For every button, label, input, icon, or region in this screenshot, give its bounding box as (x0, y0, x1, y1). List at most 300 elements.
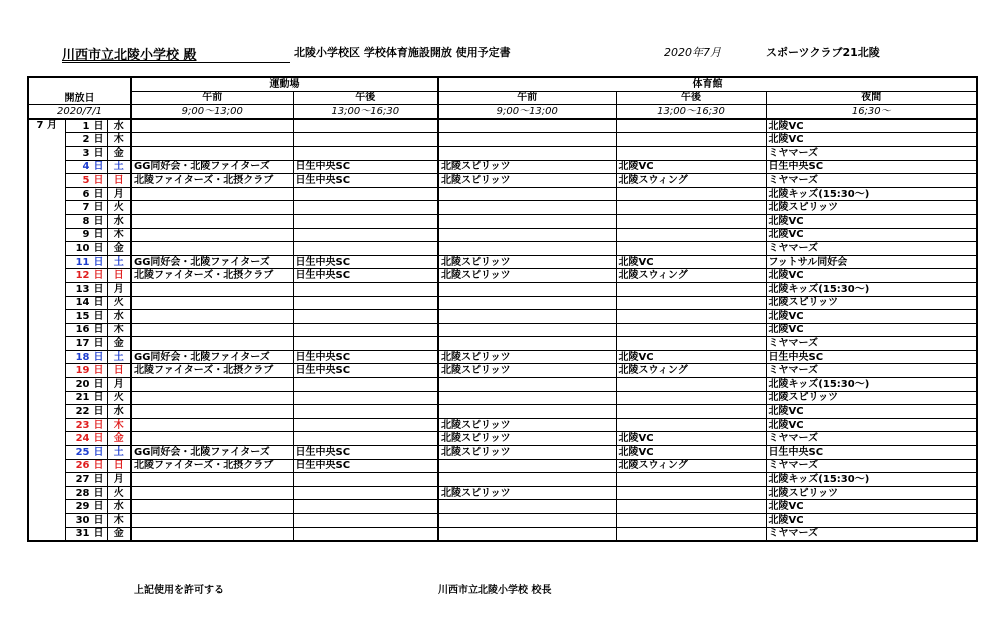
ground-pm-cell (293, 473, 438, 487)
day-cell (65, 446, 107, 460)
day-number: 31 (75, 528, 90, 540)
document-title: 北陵小学校区 学校体育施設開放 使用予定書 (294, 46, 511, 59)
month-cell: 7 月 (28, 119, 65, 541)
weekday-cell: 木 (107, 133, 131, 147)
day-suffix: 日 (93, 229, 104, 241)
ground-am-cell: GG同好会・北陵ファイターズ (131, 255, 293, 269)
ground-am-cell (131, 527, 293, 541)
day-cell (65, 296, 107, 310)
ground-am-cell (131, 337, 293, 351)
ground-pm-cell: 日生中央SC (293, 269, 438, 283)
ground-am-cell (131, 146, 293, 160)
day-suffix: 日 (93, 120, 104, 132)
gym-night-cell: 日生中央SC (766, 446, 977, 460)
ground-pm-cell (293, 242, 438, 256)
table-row (28, 514, 977, 528)
gym-am-cell (438, 405, 616, 419)
weekday-cell: 火 (107, 391, 131, 405)
day-cell (65, 391, 107, 405)
weekday-cell: 金 (107, 527, 131, 541)
ground-am-cell: 北陵ファイターズ・北摂クラブ (131, 269, 293, 283)
weekday-cell: 水 (107, 500, 131, 514)
ground-pm-cell (293, 310, 438, 324)
table-row (28, 296, 977, 310)
gym-pm-cell (616, 500, 766, 514)
ground-am-cell (131, 418, 293, 432)
day-cell (65, 310, 107, 324)
day-number: 2 (82, 134, 90, 146)
day-number: 24 (75, 433, 90, 445)
gym-night-cell: ミヤマーズ (766, 337, 977, 351)
weekday-cell: 土 (107, 255, 131, 269)
table-row (28, 174, 977, 188)
day-cell (65, 405, 107, 419)
gym-am-cell (438, 146, 616, 160)
weekday-cell: 火 (107, 201, 131, 215)
gym-night-time: 16;30～ (766, 105, 977, 119)
gym-pm-cell (616, 405, 766, 419)
table-row (28, 391, 977, 405)
ground-am-cell (131, 242, 293, 256)
day-number: 1 (82, 120, 90, 132)
ground-pm-cell (293, 405, 438, 419)
weekday-cell: 水 (107, 405, 131, 419)
day-cell (65, 418, 107, 432)
day-suffix: 日 (93, 406, 104, 418)
day-number: 28 (75, 487, 90, 499)
day-cell (65, 242, 107, 256)
day-cell (65, 269, 107, 283)
day-cell (65, 187, 107, 201)
gym-am-cell: 北陵スピリッツ (438, 350, 616, 364)
day-cell (65, 201, 107, 215)
weekday-cell: 火 (107, 486, 131, 500)
gym-am-cell (438, 459, 616, 473)
day-number: 23 (75, 419, 90, 431)
table-row (28, 459, 977, 473)
ground-am-cell (131, 514, 293, 528)
gym-am-cell (438, 310, 616, 324)
day-suffix: 日 (93, 365, 104, 377)
day-cell (65, 337, 107, 351)
gym-pm-cell: 北陵VC (616, 446, 766, 460)
gym-night-cell: 北陵VC (766, 418, 977, 432)
ground-pm-cell (293, 119, 438, 133)
gym-night-cell: 北陵VC (766, 228, 977, 242)
gym-pm-cell: 北陵スウィング (616, 459, 766, 473)
ground-pm-time: 13;00～16;30 (293, 105, 438, 119)
table-row (28, 214, 977, 228)
weekday-cell: 土 (107, 350, 131, 364)
weekday-cell: 日 (107, 269, 131, 283)
table-row (28, 255, 977, 269)
ground-am-cell (131, 310, 293, 324)
header-row-time (28, 105, 977, 119)
ground-am-cell (131, 296, 293, 310)
ground-pm-cell: 日生中央SC (293, 350, 438, 364)
day-cell (65, 228, 107, 242)
ground-am-cell (131, 228, 293, 242)
day-number: 13 (75, 283, 90, 295)
ground-am-cell (131, 214, 293, 228)
day-number: 25 (75, 446, 90, 458)
day-cell (65, 160, 107, 174)
table-row (28, 310, 977, 324)
ground-pm-cell (293, 296, 438, 310)
day-suffix: 日 (93, 147, 104, 159)
gym-am-cell: 北陵スピリッツ (438, 486, 616, 500)
table-row (28, 282, 977, 296)
table-row (28, 323, 977, 337)
gym-am-cell (438, 514, 616, 528)
day-cell (65, 214, 107, 228)
day-number: 19 (75, 365, 90, 377)
ground-pm-cell (293, 486, 438, 500)
ground-pm-cell: 日生中央SC (293, 160, 438, 174)
ground-am-cell (131, 282, 293, 296)
ground-am-cell (131, 391, 293, 405)
gym-night-cell: フットサル同好会 (766, 255, 977, 269)
table-row (28, 378, 977, 392)
gym-night-cell: 北陵VC (766, 514, 977, 528)
table-row (28, 405, 977, 419)
gym-am-cell (438, 133, 616, 147)
gym-pm-cell (616, 514, 766, 528)
weekday-cell: 月 (107, 473, 131, 487)
table-row (28, 364, 977, 378)
day-cell (65, 255, 107, 269)
day-number: 4 (82, 161, 90, 173)
day-number: 3 (82, 147, 90, 159)
table-row (28, 228, 977, 242)
day-suffix: 日 (93, 446, 104, 458)
ground-pm-cell (293, 214, 438, 228)
weekday-cell: 日 (107, 174, 131, 188)
gym-pm-label: 午後 (616, 91, 766, 105)
gym-night-cell: ミヤマーズ (766, 174, 977, 188)
gym-pm-cell (616, 201, 766, 215)
gym-am-cell: 北陵スピリッツ (438, 432, 616, 446)
gym-night-cell: ミヤマーズ (766, 432, 977, 446)
gym-pm-cell (616, 486, 766, 500)
ground-label: 運動場 (131, 77, 438, 91)
weekday-cell: 月 (107, 187, 131, 201)
weekday-cell: 水 (107, 214, 131, 228)
gym-am-cell (438, 473, 616, 487)
gym-night-cell: 北陵キッズ(15:30～) (766, 378, 977, 392)
table-row (28, 527, 977, 541)
day-suffix: 日 (93, 474, 104, 486)
gym-night-cell: 北陵スピリッツ (766, 391, 977, 405)
day-cell (65, 119, 107, 133)
day-number: 29 (75, 501, 90, 513)
period: 2020年7月 (664, 46, 721, 59)
weekday-cell: 金 (107, 146, 131, 160)
gym-night-cell: 北陵VC (766, 405, 977, 419)
day-cell (65, 500, 107, 514)
table-row (28, 432, 977, 446)
table-row (28, 418, 977, 432)
day-number: 8 (82, 215, 90, 227)
ground-pm-cell (293, 337, 438, 351)
gym-pm-cell (616, 527, 766, 541)
gym-pm-cell (616, 119, 766, 133)
table-row (28, 446, 977, 460)
table-row (28, 133, 977, 147)
ground-am-cell (131, 473, 293, 487)
gym-pm-cell (616, 282, 766, 296)
ground-pm-cell: 日生中央SC (293, 459, 438, 473)
day-number: 12 (75, 270, 90, 282)
day-cell (65, 350, 107, 364)
ground-am-cell (131, 432, 293, 446)
gym-am-label: 午前 (438, 91, 616, 105)
gym-night-cell: ミヤマーズ (766, 459, 977, 473)
day-suffix: 日 (93, 338, 104, 350)
weekday-cell: 月 (107, 378, 131, 392)
weekday-cell: 土 (107, 160, 131, 174)
day-suffix: 日 (93, 242, 104, 254)
gym-pm-cell (616, 296, 766, 310)
gym-am-cell: 北陵スピリッツ (438, 364, 616, 378)
weekday-cell: 月 (107, 282, 131, 296)
gym-am-cell (438, 378, 616, 392)
gym-pm-cell (616, 391, 766, 405)
gym-night-cell: 日生中央SC (766, 160, 977, 174)
ground-am-cell: 北陵ファイターズ・北摂クラブ (131, 364, 293, 378)
ground-pm-cell: 日生中央SC (293, 174, 438, 188)
day-number: 21 (75, 392, 90, 404)
day-number: 18 (75, 351, 90, 363)
gym-pm-cell (616, 310, 766, 324)
weekday-cell: 金 (107, 337, 131, 351)
gym-pm-cell: 北陵VC (616, 432, 766, 446)
table-row (28, 473, 977, 487)
ground-am-cell: GG同好会・北陵ファイターズ (131, 160, 293, 174)
ground-am-cell: 北陵ファイターズ・北摂クラブ (131, 459, 293, 473)
gym-night-cell: 北陵キッズ(15:30～) (766, 187, 977, 201)
gym-pm-cell (616, 228, 766, 242)
ground-am-cell (131, 201, 293, 215)
day-cell (65, 527, 107, 541)
day-number: 9 (82, 229, 90, 241)
weekday-cell: 木 (107, 418, 131, 432)
day-suffix: 日 (93, 501, 104, 513)
gym-pm-cell: 北陵スウィング (616, 174, 766, 188)
gym-night-cell: 北陵VC (766, 119, 977, 133)
table-row (28, 337, 977, 351)
gym-pm-cell (616, 473, 766, 487)
ground-am-cell (131, 486, 293, 500)
day-cell (65, 459, 107, 473)
day-suffix: 日 (93, 188, 104, 200)
gym-am-cell (438, 323, 616, 337)
ground-am-label: 午前 (131, 91, 293, 105)
ground-am-cell: GG同好会・北陵ファイターズ (131, 446, 293, 460)
gym-pm-cell: 北陵スウィング (616, 269, 766, 283)
gym-night-cell: 北陵VC (766, 133, 977, 147)
ground-am-cell (131, 405, 293, 419)
ground-pm-cell (293, 146, 438, 160)
weekday-cell: 水 (107, 310, 131, 324)
header-row-session (28, 91, 977, 105)
day-suffix: 日 (93, 351, 104, 363)
ground-am-cell (131, 133, 293, 147)
gym-pm-cell (616, 214, 766, 228)
addressee: 川西市立北陵小学校 殿 (62, 48, 197, 63)
gym-am-cell (438, 214, 616, 228)
gym-am-cell (438, 242, 616, 256)
weekday-cell: 日 (107, 459, 131, 473)
day-suffix: 日 (93, 256, 104, 268)
ground-pm-cell (293, 391, 438, 405)
gym-night-cell: 北陵キッズ(15:30～) (766, 282, 977, 296)
open-date-value: 2020/7/1 (28, 105, 131, 119)
gym-am-cell: 北陵スピリッツ (438, 446, 616, 460)
day-number: 20 (75, 378, 90, 390)
ground-pm-cell (293, 133, 438, 147)
day-suffix: 日 (93, 487, 104, 499)
day-suffix: 日 (93, 324, 104, 336)
day-cell (65, 146, 107, 160)
gym-pm-cell (616, 146, 766, 160)
addressee-underline (62, 62, 290, 63)
day-suffix: 日 (93, 134, 104, 146)
day-suffix: 日 (93, 460, 104, 472)
gym-am-cell: 北陵スピリッツ (438, 255, 616, 269)
day-suffix: 日 (93, 202, 104, 214)
day-number: 17 (75, 338, 90, 350)
gym-night-cell: 日生中央SC (766, 350, 977, 364)
day-number: 26 (75, 460, 90, 472)
day-suffix: 日 (93, 419, 104, 431)
ground-am-cell: GG同好会・北陵ファイターズ (131, 350, 293, 364)
gym-pm-cell: 北陵VC (616, 350, 766, 364)
weekday-cell: 日 (107, 364, 131, 378)
gym-pm-cell (616, 418, 766, 432)
ground-pm-cell: 日生中央SC (293, 364, 438, 378)
day-suffix: 日 (93, 392, 104, 404)
day-number: 15 (75, 310, 90, 322)
gym-am-cell: 北陵スピリッツ (438, 269, 616, 283)
gym-night-cell: 北陵VC (766, 214, 977, 228)
day-suffix: 日 (93, 297, 104, 309)
gym-am-cell: 北陵スピリッツ (438, 418, 616, 432)
ground-pm-label: 午後 (293, 91, 438, 105)
ground-pm-cell (293, 432, 438, 446)
day-number: 14 (75, 297, 90, 309)
gym-pm-cell (616, 242, 766, 256)
ground-am-cell (131, 187, 293, 201)
gym-pm-cell (616, 337, 766, 351)
gym-am-cell (438, 119, 616, 133)
organization-name: スポーツクラブ21北陵 (766, 46, 880, 59)
weekday-cell: 土 (107, 446, 131, 460)
gym-am-cell (438, 187, 616, 201)
ground-pm-cell (293, 228, 438, 242)
day-suffix: 日 (93, 514, 104, 526)
gym-night-label: 夜間 (766, 91, 977, 105)
day-number: 30 (75, 514, 90, 526)
gym-am-cell: 北陵スピリッツ (438, 174, 616, 188)
gym-night-cell: 北陵VC (766, 500, 977, 514)
ground-pm-cell (293, 527, 438, 541)
day-cell (65, 133, 107, 147)
ground-am-time: 9;00～13;00 (131, 105, 293, 119)
day-cell (65, 432, 107, 446)
ground-pm-cell (293, 500, 438, 514)
day-suffix: 日 (93, 528, 104, 540)
ground-am-cell (131, 500, 293, 514)
table-row (28, 242, 977, 256)
gym-night-cell: 北陵VC (766, 310, 977, 324)
day-number: 7 (82, 202, 90, 214)
ground-pm-cell (293, 378, 438, 392)
gym-am-cell (438, 527, 616, 541)
day-cell (65, 282, 107, 296)
principal-signature: 川西市立北陵小学校 校長 (438, 585, 552, 596)
ground-am-cell (131, 119, 293, 133)
ground-pm-cell: 日生中央SC (293, 446, 438, 460)
weekday-cell: 金 (107, 432, 131, 446)
day-cell (65, 378, 107, 392)
table-row (28, 350, 977, 364)
weekday-cell: 木 (107, 514, 131, 528)
ground-am-cell (131, 323, 293, 337)
day-suffix: 日 (93, 283, 104, 295)
gym-am-cell (438, 500, 616, 514)
gym-pm-cell: 北陵VC (616, 255, 766, 269)
table-row (28, 486, 977, 500)
day-suffix: 日 (93, 378, 104, 390)
day-number: 5 (82, 174, 90, 186)
table-row (28, 146, 977, 160)
gym-night-cell: ミヤマーズ (766, 364, 977, 378)
ground-pm-cell: 日生中央SC (293, 255, 438, 269)
gym-night-cell: 北陵キッズ(15:30～) (766, 473, 977, 487)
gym-pm-cell (616, 133, 766, 147)
gym-night-cell: ミヤマーズ (766, 527, 977, 541)
header-row-facility (28, 77, 977, 91)
open-date-label: 開放日 (28, 77, 131, 105)
ground-pm-cell (293, 201, 438, 215)
ground-pm-cell (293, 187, 438, 201)
day-cell (65, 174, 107, 188)
table-row (28, 119, 977, 133)
weekday-cell: 木 (107, 228, 131, 242)
gym-night-cell: 北陵VC (766, 323, 977, 337)
day-cell (65, 486, 107, 500)
permit-statement: 上記使用を許可する (134, 585, 224, 596)
gym-am-cell (438, 228, 616, 242)
gym-night-cell: ミヤマーズ (766, 146, 977, 160)
day-number: 6 (82, 188, 90, 200)
ground-am-cell: 北陵ファイターズ・北摂クラブ (131, 174, 293, 188)
table-row (28, 160, 977, 174)
gym-am-cell (438, 201, 616, 215)
day-suffix: 日 (93, 270, 104, 282)
day-number: 11 (75, 256, 90, 268)
weekday-cell: 火 (107, 296, 131, 310)
gym-pm-cell: 北陵VC (616, 160, 766, 174)
day-suffix: 日 (93, 433, 104, 445)
gym-am-time: 9;00～13;00 (438, 105, 616, 119)
day-number: 22 (75, 406, 90, 418)
gym-pm-cell: 北陵スウィング (616, 364, 766, 378)
day-suffix: 日 (93, 161, 104, 173)
gym-am-cell (438, 296, 616, 310)
day-suffix: 日 (93, 215, 104, 227)
